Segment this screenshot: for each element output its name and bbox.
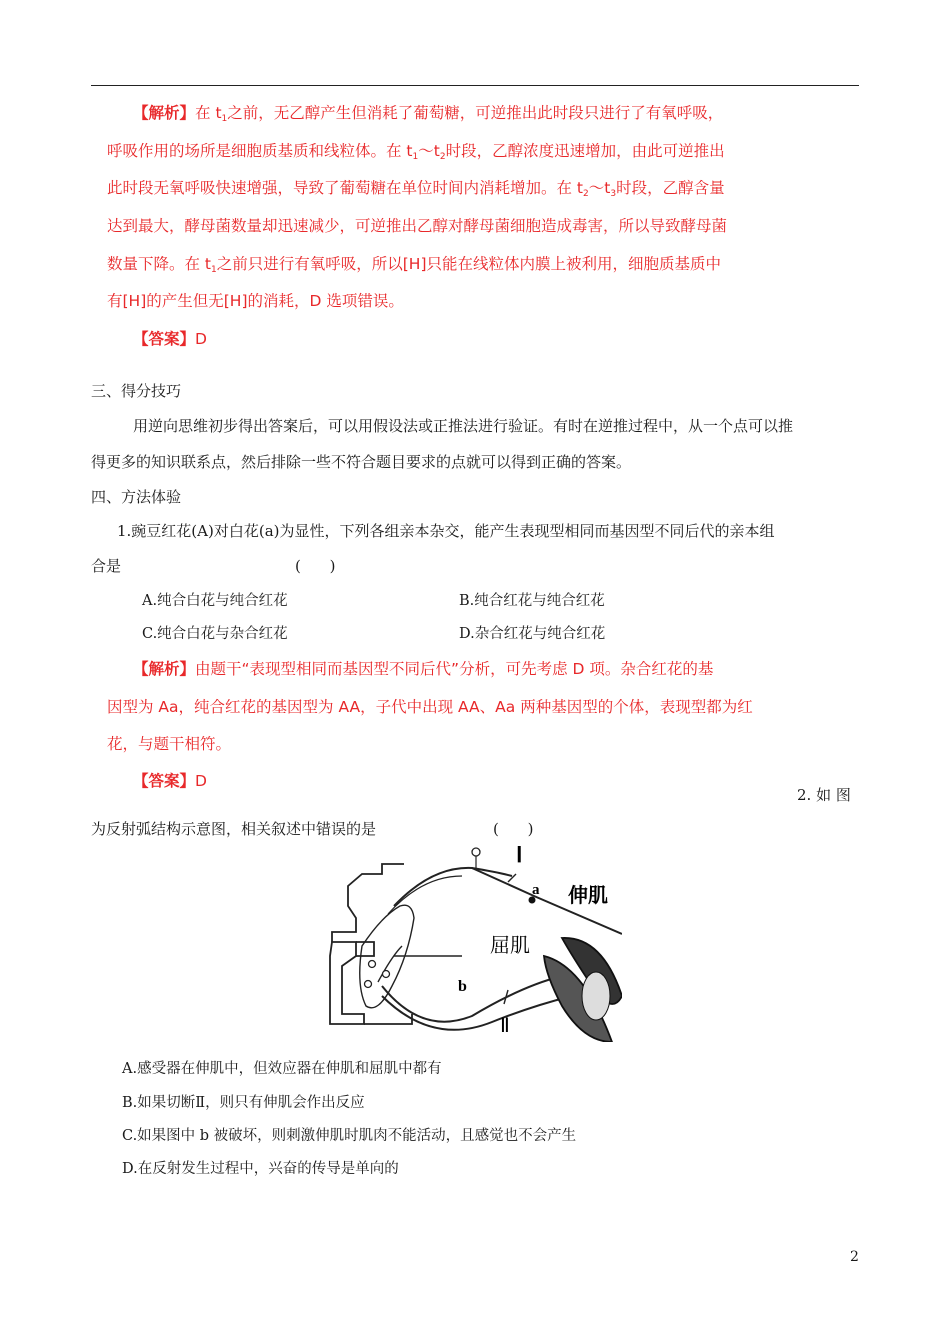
label-a: a xyxy=(532,882,540,898)
label-II: Ⅱ xyxy=(500,1015,510,1037)
spinal-cord-outline xyxy=(330,942,364,1024)
question-1-option-c: C.纯合白花与杂合红花 xyxy=(142,626,288,642)
analysis-1-line-5: 数量下降。在 $t_1$之前只进行有氧呼吸，所以[H]只能在线粒体内膜上被利用，细胞质基质中 xyxy=(107,255,722,275)
page-number: 2 xyxy=(850,1249,859,1265)
section-4-heading: 四、方法体验 xyxy=(91,488,182,506)
section-3-paragraph-line-1: 用逆向思维初步得出答案后，可以用假设法或正推法进行验证。有时在逆推过程中，从一个点可以推 xyxy=(133,417,794,435)
question-1-option-d: D.杂合红花与纯合红花 xyxy=(459,626,606,642)
analysis-2-line-1: 【解析】由题干“表现型相同而基因型不同后代”分析，可先考虑 D 项。杂合红花的基 xyxy=(133,660,714,678)
analysis-1-line-2: 呼吸作用的场所是细胞质基质和线粒体。在 $t_1\sim t_2$时段，乙醇浓度迅速增加，由此可逆推出 xyxy=(107,142,725,162)
section-3-heading: 三、得分技巧 xyxy=(91,382,182,400)
question-2-option-d: D.在反射发生过程中，兴奋的传导是单向的 xyxy=(122,1161,399,1177)
analysis-1-line-6: 有[H]的产生但无[H]的消耗，D 选项错误。 xyxy=(107,292,404,310)
analysis-2-line-3: 花，与题干相符。 xyxy=(107,735,232,753)
question-2-option-c: C.如果图中 b 被破坏，则刺激伸肌时肌肉不能活动，且感觉也不会产生 xyxy=(122,1128,577,1144)
section-3-paragraph-line-2: 得更多的知识联系点，然后排除一些不符合题目要求的点就可以得到正确的答案。 xyxy=(91,453,632,471)
analysis-1-line-3: 此时段无氧呼吸快速增强，导致了葡萄糖在单位时间内消耗增加。在 $t_2\sim t_3$时段，乙醇含量 xyxy=(107,179,725,199)
question-1-option-a: A.纯合白花与纯合红花 xyxy=(142,593,288,609)
question-2-option-a: A.感受器在伸肌中，但效应器在伸肌和屈肌中都有 xyxy=(122,1061,442,1077)
analysis-2-line-2: 因型为 Aa，纯合红花的基因型为 AA，子代中出现 AA、Aa 两种基因型的个体，表现型都为红 xyxy=(107,698,753,716)
question-1-stem-line-2: 合是 ( ) xyxy=(91,557,348,575)
label-I: Ⅰ xyxy=(516,846,523,867)
answer-2: 【答案】D xyxy=(133,772,207,790)
header-rule xyxy=(91,85,859,86)
receptor-terminal xyxy=(472,848,480,856)
label-b: b xyxy=(458,978,467,995)
question-2-lead: 2. 如 图 xyxy=(797,786,851,804)
analysis-tag: 【解析】 xyxy=(133,104,196,122)
analysis-tag: 【解析】 xyxy=(133,660,196,678)
answer-1: 【答案】D xyxy=(133,330,207,348)
question-1-stem-line-1: 1.豌豆红花(A)对白花(a)为显性，下列各组亲本杂交，能产生表现型相同而基因型不同后代的亲本组 xyxy=(117,522,775,540)
answer-blank: ( ) xyxy=(295,557,348,575)
label-flexor: 屈肌 xyxy=(490,933,530,957)
analysis-1-line-4: 达到最大，酵母菌数量却迅速减少，可逆推出乙醇对酵母菌细胞造成毒害，所以导致酵母菌 xyxy=(107,217,728,235)
reflex-arc-figure xyxy=(322,846,622,1042)
question-1-option-b: B.纯合红花与纯合红花 xyxy=(459,593,605,609)
question-2-option-b: B.如果切断Ⅱ，则只有伸肌会作出反应 xyxy=(122,1095,365,1111)
analysis-1-line-1: 【解析】在 $t_1$之前，无乙醇产生但消耗了葡萄糖，可逆推出此时段只进行了有氧呼吸， xyxy=(133,104,724,124)
question-2-stem: 为反射弧结构示意图，相关叙述中错误的是 ( ) xyxy=(91,820,546,838)
answer-blank: ( ) xyxy=(493,820,546,838)
label-extensor: 伸肌 xyxy=(568,883,608,907)
